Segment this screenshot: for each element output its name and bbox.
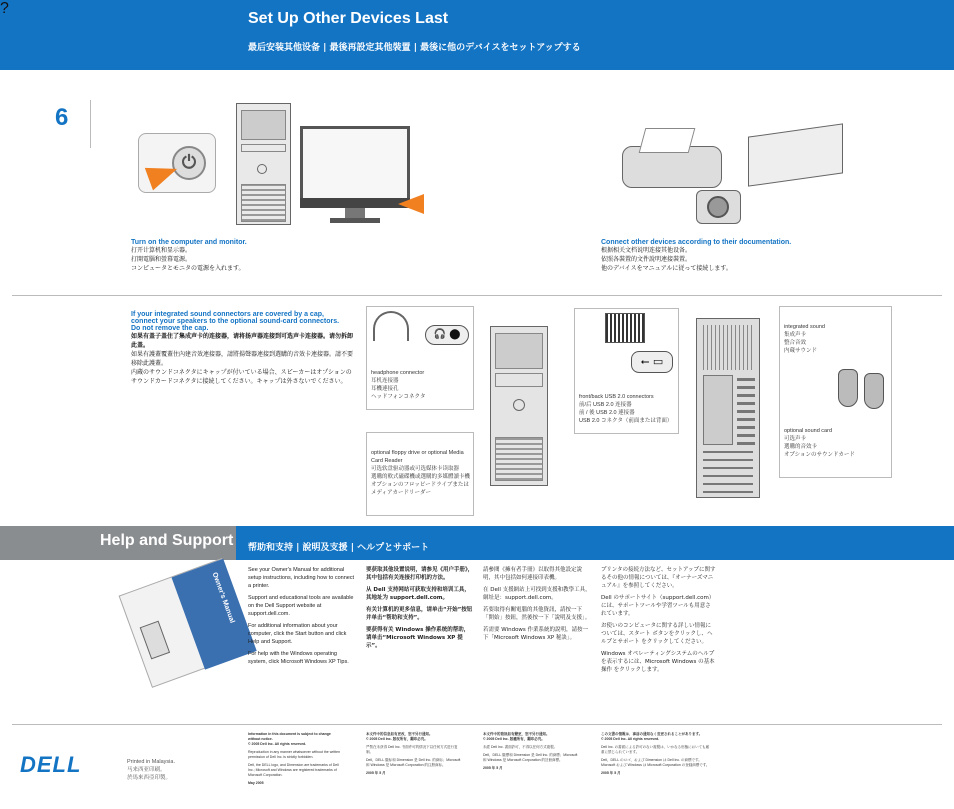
step-left-zhcn: 打开计算机和显示器。 [131,247,192,254]
tower-back [696,318,760,498]
floppy-label-zhtw: 選購的軟式磁碟機或選購的多媒體讀卡機 [371,474,471,480]
legal-en [248,732,343,786]
help-subtitle: 帮助和支持 | 說明及支援 | ヘルプとサポート [248,543,430,553]
owners-manual-image [119,558,256,688]
card-label-ja: オプションのサウンドカード [784,452,855,458]
step-divider [90,100,91,148]
usb-label-zhcn: 前/后 USB 2.0 连接器 [579,402,632,408]
integrated-label-zhtw: 整合音效 [784,340,807,346]
question-mark-icon: ? [0,0,9,17]
step-right-ja: 他のデバイスをマニュアルに従って接続します。 [601,265,732,272]
headphone-jack-icon: 🎧 ⬤ [425,325,469,345]
help-zhcn-4: 要获得有关 Windows 操作系统的帮助，请单击“Microsoft Windows XP 提示”。 [366,627,470,649]
sound-ja: 内蔵のサウンドコネクタにキャップが付いている場合、スピーカーはオプションのサウンドカードコネクタに接続してください。キャップは外さないでください。 [131,369,352,385]
speaker-icon [838,369,858,407]
printed-en: Printed in Malaysia. [127,759,175,765]
help-col-zhtw [483,566,591,646]
help-title: Help and Support [100,532,234,549]
sound-zhtw: 如果有護蓋覆蓋住內建音效連接器，請將揚聲器連接到選購的音效卡連接器。請不要移除此護蓋。 [131,351,354,367]
legal-en-1: Information in this document is subject to change without notice. [248,732,331,741]
step-right-en: Connect other devices according to their documentation. [601,239,792,246]
sound-note [131,311,356,386]
step-number: 6 [55,104,69,131]
usb-label-ja: USB 2.0 コネクタ（前面または背面） [579,418,673,424]
legal-zhcn-4: Dell、DELL 徽标和 Dimension 是 Dell Inc. 的商标；Microsoft 和 Windows 是 Microsoft Corporation 的注册商标。 [366,758,461,767]
question-graphic [0,0,954,70]
help-zhcn-3: 有关计算机的更多信息，请单击“开始”按钮并单击“帮助和支持”。 [366,607,473,621]
help-ja-2: Dell のサポートサイト（support.dell.com）には、サポートツールや学習ツールも用意されています。 [601,595,715,617]
floppy-callout [366,432,474,516]
legal-en-2: © 2005 Dell Inc. All rights reserved. [248,742,307,746]
help-zhtw-2: 在 Dell 支援網站上可找到支援和教學工具，網址是：support.dell.com。 [483,587,591,601]
help-zhtw-3: 若要取得有關電腦的其他資訊，請按一下「開始」按鈕，然後按一下「說明及支援」。 [483,607,591,621]
floppy-label-ja: オプションのフロッピードライブまたはメディアカードリーダー [371,482,469,496]
help-zhtw-1: 請參閱《擁有者手冊》以取得其他設定說明，其中包括如何連接印表機。 [483,567,583,581]
headphone-label-zhcn: 耳机连接器 [371,378,399,384]
power-icon: ⏻ [172,146,206,180]
step-left-ja: コンピュータとモニタの電源を入れます。 [131,265,245,272]
floppy-label-en: optional floppy drive or optional Media Card Reader [371,450,464,464]
help-en-1: See your Owner's Manual for additional setup instructions, including how to connect a printer. [248,567,355,589]
floppy-label-zhcn: 可选软盘驱动器或可选媒体卡读取器 [371,466,460,472]
card-label-zhcn: 可选声卡 [784,436,807,442]
legal-ja-2: © 2005 Dell Inc. All rights reserved. [601,737,660,741]
help-en-3: For additional information about your computer, click the Start button and click Help and Support. [248,623,347,645]
legal-ja [601,732,711,776]
usb-label-zhtw: 前 / 後 USB 2.0 連接器 [579,410,635,416]
integrated-label-zhcn: 集成声卡 [784,332,807,338]
legal-en-4: Dell, the DELL logo, and Dimension are trademarks of Dell Inc.; Microsoft and Windows are registered trademarks of Microsoft Corporation. [248,763,339,777]
printed-in [127,758,175,782]
legal-zhtw [483,732,578,771]
footer-divider [12,724,942,725]
legal-en-5: May 2005 [248,781,264,785]
tower-front [490,326,548,486]
help-col-ja [601,566,716,678]
divider [12,295,942,296]
help-zhtw-4: 若需要 Windows 作業系統的說明，請按一下「Microsoft Windows XP 秘訣」。 [483,627,589,641]
help-en-2: Support and educational tools are available on the Dell Support website at support.dell.com. [248,595,354,617]
usb-callout [574,308,679,434]
printed-zhtw: 於馬來西亞印製。 [127,775,172,781]
integrated-label-en: integrated sound [784,324,825,330]
legal-ja-1: この文書の情報は、事前の通知なく変更されることがあります。 [601,732,703,736]
help-col-en [248,566,356,670]
printer [622,128,727,190]
legal-zhcn-1: 本文件中的信息如有更改，恕不另行通知。 [366,732,433,736]
legal-zhcn-3: 严禁在未获得 Dell Inc. 书面许可的情况下以任何方式进行复制。 [366,745,458,754]
page-title: Set Up Other Devices Last [248,10,449,27]
camera [696,190,741,224]
monitor [300,126,410,226]
help-ja-1: プリンタの接続方法など、セットアップに関するその他の情報については、『オーナーズマニュアル』を参照してください。 [601,567,716,589]
computer-tower [236,103,291,225]
printed-zhcn: 马来西亚印刷。 [127,767,166,773]
step-right-zhtw: 依照各裝置的文件說明連接裝置。 [601,256,692,263]
sound-en-3: Do not remove the cap. [131,325,209,332]
sound-callout [779,306,892,478]
legal-zhtw-2: © 2005 Dell Inc. 版權所有，翻印必究。 [483,737,545,741]
sound-en-1: If your integrated sound connectors are covered by a cap, [131,311,324,318]
help-ja-4: Windows オペレーティングシステムのヘルプを表示するには、Microsoft Windows の基本操作 をクリックします。 [601,651,715,673]
headphone-label-en: headphone connector [371,370,425,376]
manual-cover-title: Owner's Manual [210,571,236,625]
integrated-label-ja: 内蔵サウンド [784,348,818,354]
card-label-zhtw: 選購的音效卡 [784,444,818,450]
help-zhcn-1: 要获取其他设置说明，请参见《用户手册》，其中包括有关连接打印机的方法。 [366,567,474,581]
legal-ja-5: 2005 年 5 月 [601,771,621,775]
step-left-text [131,239,431,273]
step-left-zhtw: 打開電腦和螢幕電源。 [131,256,192,263]
legal-zhtw-4: Dell、DELL 徽標和 Dimension 是 Dell Inc. 的商標；Microsoft 和 Windows 是 Microsoft Corporation 的註冊商標。 [483,753,578,762]
sound-zhcn: 如果有盖子盖住了集成声卡的连接器，请将扬声器连接到可选声卡连接器。请勿拆卸此盖。 [131,333,354,349]
scanner [748,123,843,186]
card-label-en: optional sound card [784,428,833,434]
legal-zhtw-5: 2005 年 5 月 [483,766,503,770]
legal-ja-4: Dell、DELL のロゴ、および Dimension は Dell Inc. の商標です。Microsoft および Windows は Microsoft Corporation の登録商標です。 [601,758,710,767]
step-right-zhcn: 根据相关文档说明连接其他设备。 [601,247,692,254]
page-subtitle: 最后安装其他设备 | 最後再設定其他裝置 | 最後に他のデバイスをセットアップする [248,43,581,53]
legal-en-3: Reproduction in any manner whatsoever without the written permission of Dell Inc. is strictly forbidden. [248,750,341,759]
sound-en-2: connect your speakers to the optional sound-card connectors. [131,318,340,325]
headphone-label-ja: ヘッドフォンコネクタ [371,394,426,400]
legal-zhcn-5: 2005 年 5 月 [366,771,386,775]
legal-zhtw-3: 未經 Dell Inc. 書面許可，不得以任何方式複製。 [483,745,558,749]
usb-label-en: front/back USB 2.0 connectors [579,394,654,400]
usb-icon: ⭠ ▭ [631,351,673,373]
headphone-label-zhtw: 耳機連接孔 [371,386,399,392]
help-col-zhcn [366,566,474,654]
headphone-callout [366,306,474,410]
dell-logo: DELL [20,752,82,777]
help-zhcn-2: 从 Dell 支持网站可获取支持和培训工具，其地址为 support.dell.com。 [366,587,470,601]
legal-zhcn [366,732,461,776]
help-en-4: For help with the Windows operating system, click Microsoft Windows XP Tips. [248,651,349,665]
legal-zhtw-1: 本文件中的資訊如有變更，恕不另行通知。 [483,732,550,736]
speaker-icon [864,373,884,409]
help-ja-3: お使いのコンピュータに関する詳しい情報については、スタート ボタンをクリックし、ヘルプとサポート をクリックしてください。 [601,623,713,645]
step-right-text [601,239,901,273]
step-left-en: Turn on the computer and monitor. [131,239,247,246]
legal-ja-3: Dell Inc. の書面による許可のない複製は、いかなる形態においても厳重に禁じられています。 [601,745,710,754]
legal-zhcn-2: © 2005 Dell Inc. 版权所有，翻印必究。 [366,737,428,741]
monitor-arrow-icon [398,194,424,214]
